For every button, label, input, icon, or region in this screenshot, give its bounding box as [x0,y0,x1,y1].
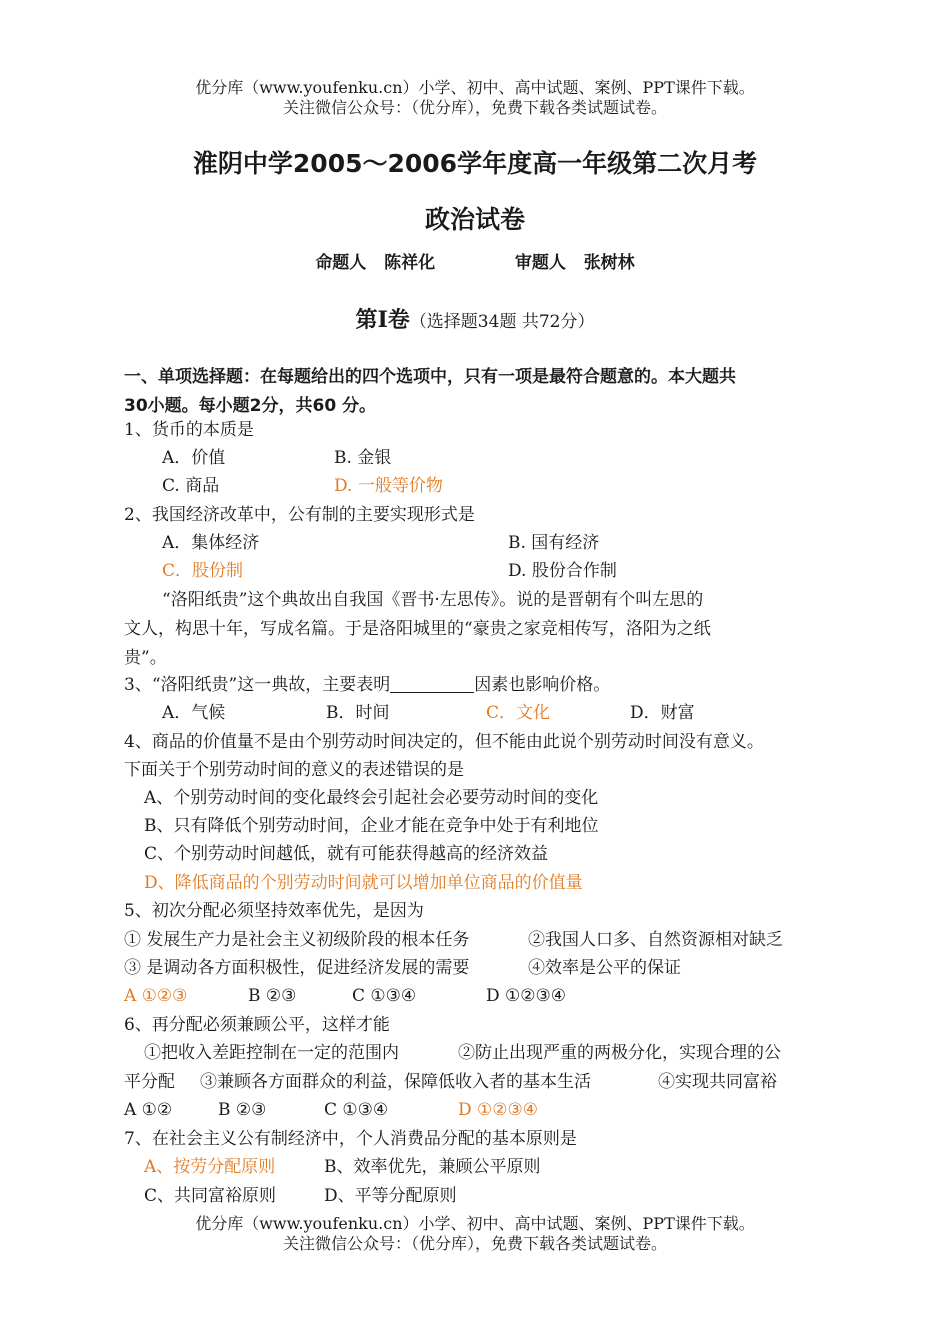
q1-option-d: D. 一般等价物 [334,476,443,496]
footer-line-2: 关注微信公众号：（优分库），免费下载各类试题试卷。 [282,1234,667,1253]
passage-line-3: 贵”。 [124,648,167,668]
author-name: 陈祥化 [384,253,436,273]
q4-stem-2: 下面关于个别劳动时间的意义的表述错误的是 [124,760,464,780]
q1-stem: 1、货币的本质是 [124,420,254,440]
footer-line-1: 优分库（www.youfenku.cn）小学、初中、高中试题、案例、PPT课件下载。 [195,1214,755,1233]
q5-statement-3: ③ 是调动各方面积极性，促进经济发展的需要 [124,958,470,978]
exam-title: 淮阴中学2005～2006学年度高一年级第二次月考 [192,149,758,178]
header-line-1: 优分库（www.youfenku.cn）小学、初中、高中试题、案例、PPT课件下载。 [195,78,755,97]
q6-statement-2-cont: 平分配 [124,1072,175,1092]
q3-stem [124,671,610,699]
authors-line [0,248,950,273]
q3-option-b: B．时间 [326,703,390,723]
volume-label: 第Ⅰ卷 [355,307,410,333]
section-line-2: 30小题。每小题2分，共60 分。 [124,396,377,416]
q5-statement-2: ②我国人口多、自然资源相对缺乏 [528,930,783,950]
q5-option-c: C ①③④ [352,986,417,1006]
section-line-1: 一、单项选择题：在每题给出的四个选项中，只有一项是最符合题意的。本大题共 [124,367,736,387]
q7-option-d: D、平等分配原则 [324,1186,457,1206]
q4-stem-1: 4、商品的价值量不是由个别劳动时间决定的，但不能由此说个别劳动时间没有意义。 [124,732,764,752]
q4-option-a: A、个别劳动时间的变化最终会引起社会必要劳动时间的变化 [144,788,599,808]
volume-heading [0,303,950,334]
q5-statement-4: ④效率是公平的保证 [528,958,681,978]
q6-statement-3: ③兼顾各方面群众的利益，保障低收入者的基本生活 [200,1072,591,1092]
q3-option-d: D．财富 [630,703,695,723]
q1-option-c: C. 商品 [162,476,220,496]
reviewer-name: 张树林 [583,253,635,273]
passage-line-2: 文人，构思十年，写成名篇。于是洛阳城里的“豪贵之家竞相传写，洛阳为之纸 [124,619,711,639]
q7-option-a: A、按劳分配原则 [144,1157,276,1177]
q5-statement-1: ① 发展生产力是社会主义初级阶段的根本任务 [124,930,470,950]
header-line-2: 关注微信公众号：（优分库），免费下载各类试题试卷。 [282,98,667,117]
q6-option-b: B ②③ [218,1100,267,1120]
author-label: 命题人 [315,253,367,273]
q5-option-b: B ②③ [248,986,297,1006]
q6-option-c: C ①③④ [324,1100,389,1120]
passage-line-1: “洛阳纸贵”这个典故出自我国《晋书·左思传》。说的是晋朝有个叫左思的 [162,590,704,610]
q4-option-d: D、降低商品的个别劳动时间就可以增加单位商品的价值量 [144,873,583,893]
q6-statement-2: ②防止出现严重的两极分化，实现合理的公 [458,1043,781,1063]
q7-stem: 7、在社会主义公有制经济中，个人消费品分配的基本原则是 [124,1129,577,1149]
q2-option-b: B. 国有经济 [508,533,600,553]
q3-option-c: C．文化 [486,703,551,723]
reviewer-label: 审题人 [514,253,566,273]
volume-note: （选择题34题 共72分） [409,312,595,332]
q6-stem: 6、再分配必须兼顾公平，这样才能 [124,1015,390,1035]
q6-option-a: A ①② [124,1100,173,1120]
q7-option-c: C、共同富裕原则 [144,1186,277,1206]
q3-option-a: A．气候 [162,703,226,723]
q5-stem: 5、初次分配必须坚持效率优先，是因为 [124,901,424,921]
q5-option-d: D ①②③④ [486,986,566,1006]
subject-title: 政治试卷 [424,205,525,234]
q6-option-d: D ①②③④ [458,1100,538,1120]
q3-stem-post: 因素也影响价格。 [474,675,611,695]
q7-option-b: B、效率优先，兼顾公平原则 [324,1157,541,1177]
q1-option-b: B. 金银 [334,448,392,468]
q6-statement-1: ①把收入差距控制在一定的范围内 [144,1043,399,1063]
q3-answer-blank [390,674,474,693]
q2-option-c: C．股份制 [162,561,244,581]
q4-option-b: B、只有降低个别劳动时间，企业才能在竞争中处于有利地位 [144,816,599,836]
q6-statement-4: ④实现共同富裕 [658,1072,777,1092]
q1-option-a: A．价值 [162,448,226,468]
q5-option-a: A ①②③ [124,986,188,1006]
q4-option-c: C、个别劳动时间越低，就有可能获得越高的经济效益 [144,844,549,864]
q2-option-d: D. 股份合作制 [508,561,617,581]
q2-option-a: A．集体经济 [162,533,260,553]
q2-stem: 2、我国经济改革中，公有制的主要实现形式是 [124,505,475,525]
q3-stem-pre: 3、“洛阳纸贵”这一典故，主要表明 [124,675,391,695]
